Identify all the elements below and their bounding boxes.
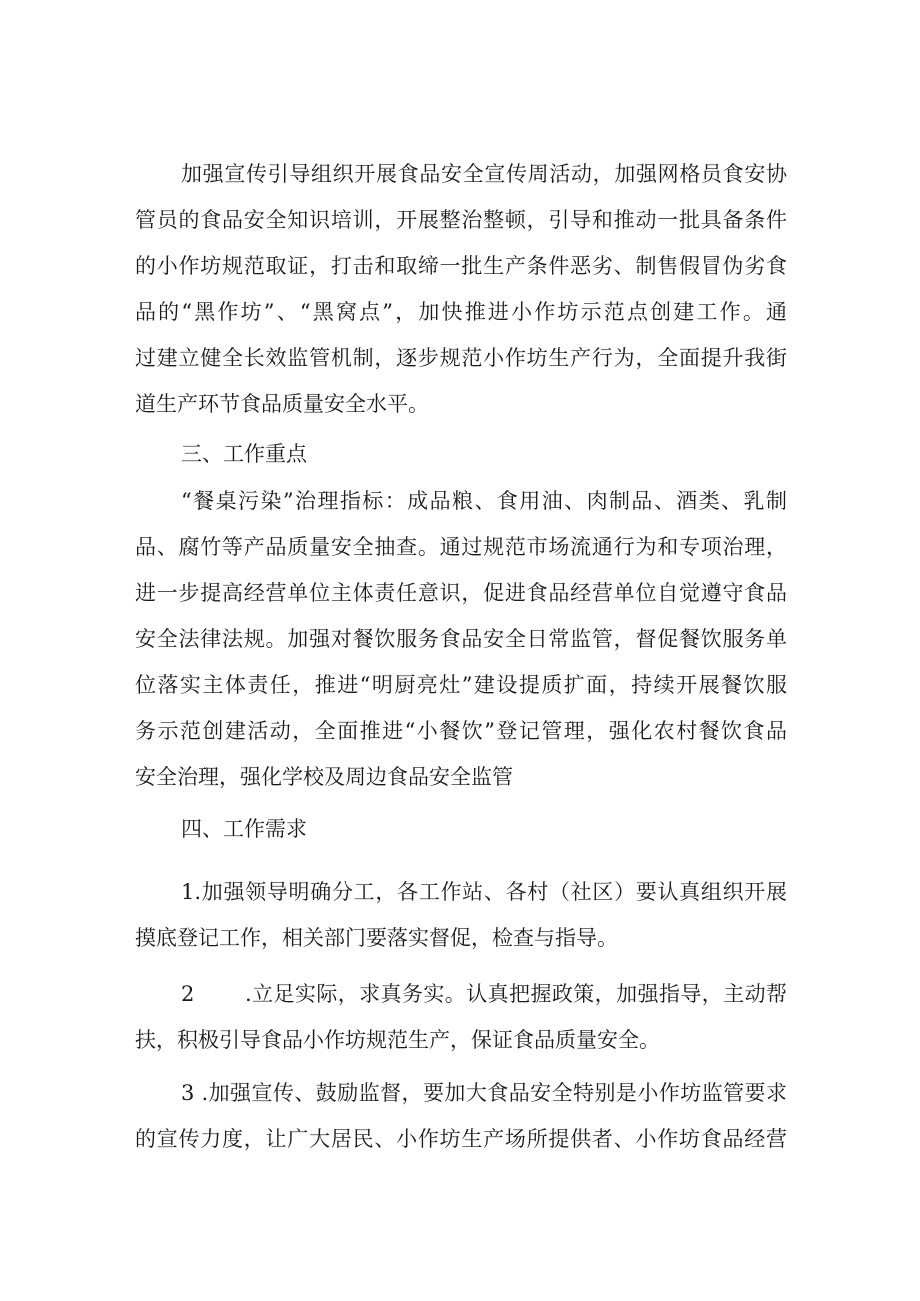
item-1-line-1: 1.加强领导明确分工，各工作站、各村（社区）要认真组织开展 [181, 880, 787, 904]
paragraph-1-line-4: 品的“黑作坊”、“黑窝点”，加快推进小作坊示范点创建工作。通 [135, 300, 787, 324]
paragraph-2-line-4: 安全法律法规。加强对餐饮服务食品安全日常监管，督促餐饮服务单 [135, 627, 787, 651]
paragraph-1-line-3: 的小作坊规范取证，打击和取缔一批生产条件恶劣、制售假冒伪劣食 [135, 254, 787, 278]
paragraph-1-line-5: 过建立健全长效监管机制，逐步规范小作坊生产行为，全面提升我街 [135, 346, 787, 370]
item-3-line-1: 3 .加强宣传、鼓励监督，要加大食品安全特别是小作坊监管要求 [181, 1081, 787, 1105]
paragraph-2-line-3: 进一步提高经营单位主体责任意识，促进食品经营单位自觉遵守食品 [135, 581, 787, 605]
paragraph-2-line-1: “餐桌污染”治理指标：成品粮、食用油、肉制品、酒类、乳制 [181, 489, 787, 513]
section-3-heading: 三、工作重点 [181, 442, 307, 466]
paragraph-2-line-2: 品、腐竹等产品质量安全抽查。通过规范市场流通行为和专项治理， [135, 535, 787, 559]
section-4-heading: 四、工作需求 [181, 817, 307, 841]
paragraph-1-line-1: 加强宣传引导组织开展食品安全宣传周活动，加强网格员食安协 [181, 162, 787, 186]
item-2-line-1: .立足实际，求真务实。认真把握政策，加强指导，主动帮 [245, 982, 787, 1006]
item-1-line-2: 摸底登记工作，相关部门要落实督促，检查与指导。 [135, 926, 618, 950]
item-2-line-2: 扶，积极引导食品小作坊规范生产，保证食品质量安全。 [135, 1028, 660, 1052]
paragraph-2-line-5: 位落实主体责任，推进“明厨亮灶”建设提质扩面，持续开展餐饮服 [135, 673, 787, 697]
item-2-number: 2 [181, 982, 195, 1006]
paragraph-2-line-6: 务示范创建活动，全面推进“小餐饮”登记管理，强化农村餐饮食品 [135, 719, 787, 743]
paragraph-1-line-6: 道生产环节食品质量安全水平。 [135, 392, 429, 416]
paragraph-2-line-7: 安全治理，强化学校及周边食品安全监管 [135, 765, 513, 789]
item-3-line-2: 的宣传力度，让广大居民、小作坊生产场所提供者、小作坊食品经营 [135, 1127, 787, 1151]
paragraph-1-line-2: 管员的食品安全知识培训，开展整治整顿，引导和推动一批具备条件 [135, 208, 787, 232]
